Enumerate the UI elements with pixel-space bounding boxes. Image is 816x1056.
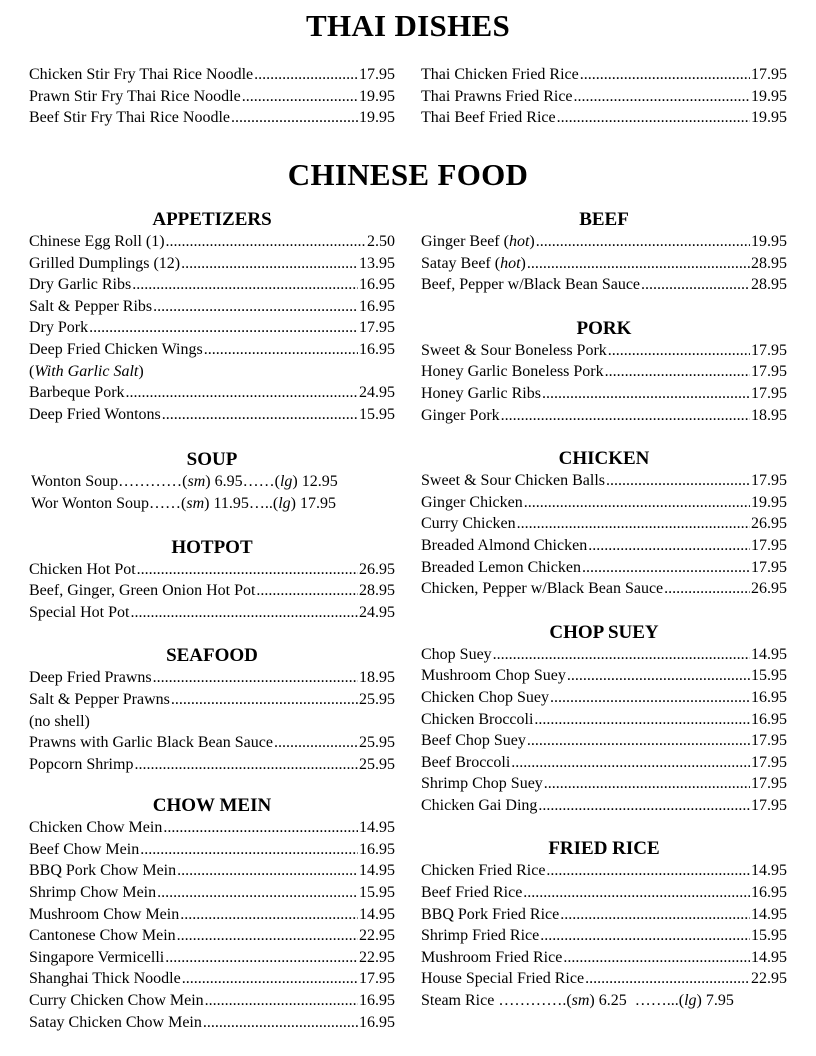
leader-dots (560, 904, 750, 926)
item-price: 14.95 (751, 948, 787, 966)
item-price: 18.95 (359, 669, 395, 687)
leader-dots (254, 64, 358, 86)
item-price: 19.95 (359, 109, 395, 127)
menu-item (29, 667, 395, 689)
leader-dots (157, 882, 358, 904)
item-name: Special Hot Pot (29, 603, 130, 621)
item-price: 19.95 (751, 233, 787, 250)
item-name: Chicken Chow Mein (29, 819, 163, 837)
pork-heading: PORK (576, 317, 632, 339)
menu-item (29, 404, 395, 426)
leader-dots (582, 557, 750, 579)
leader-dots (538, 795, 750, 817)
item-price: 17.95 (751, 363, 787, 381)
leader-dots (536, 231, 750, 253)
leader-dots (134, 754, 358, 776)
item-name: Prawn Stir Fry Thai Rice Noodle (29, 87, 241, 105)
item-name: Beef Chow Mein (29, 840, 140, 858)
item-price: 22.95 (359, 927, 395, 945)
item-name: Ginger Chicken (421, 493, 523, 511)
item-name: Sweet & Sour Chicken Balls (421, 472, 605, 490)
menu-item (29, 860, 395, 882)
leader-dots (171, 689, 358, 711)
seafood-heading: SEAFOOD (166, 645, 258, 667)
leader-dots (89, 317, 358, 339)
item-price: 19.95 (751, 493, 787, 511)
chinese-right-column (421, 209, 787, 1012)
item-price: 15.95 (751, 667, 787, 685)
item-name: Mushroom Chop Suey (421, 667, 566, 685)
item-price: 19.95 (751, 109, 787, 127)
menu-item (29, 689, 395, 711)
leader-dots (162, 404, 358, 426)
menu-item (29, 839, 395, 861)
leader-dots (181, 253, 358, 275)
leader-dots (180, 904, 358, 926)
leader-dots (126, 382, 358, 404)
item-name: Shrimp Chop Suey (421, 775, 543, 793)
menu-item (29, 339, 395, 361)
leader-dots (585, 968, 750, 990)
item-price: 17.95 (751, 732, 787, 750)
item-price: 17.95 (751, 775, 787, 793)
menu-item (421, 513, 787, 535)
item-name: Chinese Egg Roll (1) (29, 233, 165, 250)
item-name: Beef, Ginger, Green Onion Hot Pot (29, 582, 256, 600)
item-price: 22.95 (751, 970, 787, 988)
leader-dots (605, 361, 750, 383)
leader-dots (574, 86, 750, 108)
leader-dots (203, 1012, 358, 1034)
menu-item (421, 340, 787, 362)
leader-dots (534, 709, 750, 731)
menu-item (29, 580, 395, 602)
item-price: 15.95 (359, 884, 395, 902)
item-name: BBQ Pork Fried Rice (421, 905, 560, 923)
menu-item (29, 296, 395, 318)
item-price: 17.95 (359, 66, 395, 83)
item-price: 14.95 (751, 862, 787, 880)
item-name: Thai Beef Fried Rice (421, 109, 556, 127)
menu-item (421, 947, 787, 969)
menu-item (29, 64, 395, 86)
item-price: 18.95 (751, 406, 787, 424)
menu-item (29, 274, 395, 296)
leader-dots (132, 274, 358, 296)
leader-dots (511, 752, 750, 774)
steam-rice-row: Steam Rice ………….(sm) 6.25 ……...(lg) 7.95 (421, 992, 734, 1010)
menu-item (421, 773, 787, 795)
leader-dots (542, 383, 750, 405)
menu-item (421, 274, 787, 296)
chinese-food-title: CHINESE FOOD (287, 157, 529, 192)
menu-item (421, 644, 787, 666)
item-name: Salt & Pepper Prawns (29, 690, 170, 708)
item-name: Dry Pork (29, 319, 89, 337)
menu-item (29, 754, 395, 776)
menu-item (421, 535, 787, 557)
leader-dots (588, 535, 750, 557)
leader-dots (641, 274, 750, 296)
item-price: 28.95 (359, 582, 395, 600)
menu-item (421, 557, 787, 579)
item-note: (no shell) (29, 712, 90, 730)
leader-dots (557, 107, 750, 129)
item-name: Curry Chicken Chow Mein (29, 992, 204, 1010)
item-name: Shanghai Thick Noodle (29, 970, 181, 988)
menu-item (421, 730, 787, 752)
item-name: Chicken Hot Pot (29, 560, 136, 578)
menu-item (29, 817, 395, 839)
leader-dots (493, 644, 750, 666)
item-name: Beef Fried Rice (421, 884, 523, 902)
item-name: Chicken Fried Rice (421, 862, 546, 880)
menu-item (29, 1012, 395, 1034)
menu-item (421, 231, 787, 253)
item-price: 16.95 (359, 276, 395, 294)
menu-item (29, 732, 395, 754)
item-name: Mushroom Fried Rice (421, 948, 563, 966)
leader-dots (517, 513, 750, 535)
item-price: 19.95 (751, 87, 787, 105)
menu-item (29, 882, 395, 904)
thai-left-column (29, 64, 395, 129)
leader-dots (153, 667, 358, 689)
leader-dots (165, 947, 358, 969)
item-name: Chicken Broccoli (421, 710, 534, 728)
menu-item (421, 107, 787, 129)
item-price: 28.95 (751, 254, 787, 272)
menu-item (421, 578, 787, 600)
leader-dots (664, 578, 750, 600)
item-price: 17.95 (751, 753, 787, 771)
menu-item (421, 405, 787, 427)
item-price: 17.95 (751, 558, 787, 576)
item-price: 17.95 (751, 384, 787, 402)
leader-dots (540, 925, 750, 947)
leader-dots (177, 860, 358, 882)
item-name: Curry Chicken (421, 515, 516, 533)
thai-dishes-title: THAI DISHES (305, 8, 510, 43)
item-name: Prawns with Garlic Black Bean Sauce (29, 734, 273, 752)
item-name: Thai Prawns Fried Rice (421, 87, 573, 105)
menu-item (29, 86, 395, 108)
leader-dots (580, 64, 750, 86)
item-price: 19.95 (359, 87, 395, 105)
menu-item (29, 925, 395, 947)
item-price: 14.95 (359, 819, 395, 837)
item-name: Honey Garlic Ribs (421, 384, 541, 402)
item-price: 14.95 (751, 905, 787, 923)
menu-item (29, 107, 395, 129)
item-price: 14.95 (359, 862, 395, 880)
menu-item (29, 990, 395, 1012)
leader-dots (501, 405, 750, 427)
menu-item (421, 383, 787, 405)
item-price: 16.95 (359, 840, 395, 858)
leader-dots (256, 580, 358, 602)
item-price: 14.95 (751, 645, 787, 663)
menu-item (29, 947, 395, 969)
item-name: Dry Garlic Ribs (29, 276, 132, 294)
menu-item (29, 231, 395, 253)
menu-item (421, 470, 787, 492)
leader-dots (274, 732, 358, 754)
soup-heading: SOUP (186, 449, 238, 471)
item-name: Ginger Pork (421, 406, 500, 424)
item-price: 16.95 (751, 884, 787, 902)
item-name: BBQ Pork Chow Mein (29, 862, 177, 880)
item-price: 17.95 (751, 472, 787, 490)
item-name: Chicken Chop Suey (421, 688, 549, 706)
item-name: Deep Fried Chicken Wings (29, 340, 203, 358)
leader-dots (544, 773, 750, 795)
leader-dots (182, 968, 358, 990)
item-price: 16.95 (359, 340, 395, 358)
item-name: Chicken, Pepper w/Black Bean Sauce (421, 580, 664, 598)
fried-rice-heading: FRIED RICE (548, 838, 660, 860)
menu-item (421, 665, 787, 687)
item-price: 25.95 (359, 690, 395, 708)
menu-item (29, 253, 395, 275)
item-name: Breaded Lemon Chicken (421, 558, 581, 576)
leader-dots (606, 470, 750, 492)
leader-dots (550, 687, 750, 709)
menu-item (29, 382, 395, 404)
menu-item (421, 904, 787, 926)
menu-item (421, 860, 787, 882)
item-price: 6.25 (598, 992, 627, 1010)
menu-item (421, 687, 787, 709)
beef-heading: BEEF (579, 209, 629, 230)
item-name: Singapore Vermicelli (29, 948, 165, 966)
item-price: 17.95 (751, 66, 787, 83)
item-price: 26.95 (751, 580, 787, 598)
item-name: Shrimp Chow Mein (29, 884, 157, 902)
item-note: (With Garlic Salt) (29, 362, 144, 380)
item-price: 16.95 (359, 1013, 395, 1031)
chinese-left-column (29, 209, 395, 1033)
leader-dots (546, 860, 750, 882)
item-name: Steam Rice (421, 992, 495, 1010)
item-price: 24.95 (359, 384, 395, 402)
menu-item (421, 795, 787, 817)
menu-item (421, 968, 787, 990)
item-name: Sweet & Sour Boneless Pork (421, 341, 607, 359)
item-price: 14.95 (359, 905, 395, 923)
item-price: 16.95 (359, 297, 395, 315)
leader-dots (177, 925, 358, 947)
leader-dots (130, 602, 358, 624)
item-name: Chop Suey (421, 645, 492, 663)
thai-right-column (421, 64, 787, 129)
hotpot-heading: HOTPOT (171, 536, 253, 558)
leader-dots (524, 492, 750, 514)
item-price: 28.95 (751, 276, 787, 294)
leader-dots (153, 296, 358, 318)
menu-item (421, 752, 787, 774)
menu-item (421, 882, 787, 904)
item-price: 17.95 (359, 970, 395, 988)
item-price: 12.95 (301, 473, 338, 491)
item-name: Wor Wonton Soup (31, 494, 150, 512)
leader-dots (527, 253, 750, 275)
item-price: 17.95 (751, 796, 787, 814)
item-price: 13.95 (359, 254, 395, 272)
item-price: 17.95 (299, 494, 336, 512)
menu-item (421, 253, 787, 275)
item-name: Deep Fried Wontons (29, 405, 161, 423)
item-name: Chicken Stir Fry Thai Rice Noodle (29, 66, 254, 83)
item-price: 17.95 (751, 341, 787, 359)
item-price: 7.95 (705, 992, 734, 1010)
item-name: Beef Broccoli (421, 753, 511, 771)
item-price: 6.95 (214, 473, 243, 491)
item-name: Chicken Gai Ding (421, 796, 538, 814)
leader-dots (563, 947, 750, 969)
item-name: Popcorn Shrimp (29, 755, 134, 773)
menu-item (29, 968, 395, 990)
item-name: Beef Stir Fry Thai Rice Noodle (29, 109, 230, 127)
item-name: Honey Garlic Boneless Pork (421, 363, 604, 381)
item-name: Beef Chop Suey (421, 732, 526, 750)
item-name: Breaded Almond Chicken (421, 536, 588, 554)
item-price: 16.95 (359, 992, 395, 1010)
chow-mein-heading: CHOW MEIN (152, 795, 272, 817)
item-price: 25.95 (359, 755, 395, 773)
item-price: 26.95 (751, 515, 787, 533)
item-price: 11.95 (213, 494, 249, 512)
menu-item (29, 317, 395, 339)
soup-row: Wonton Soup…………(sm) 6.95……(lg) 12.95 (31, 473, 338, 491)
menu-item (29, 559, 395, 581)
item-price: 26.95 (359, 560, 395, 578)
item-price: 17.95 (359, 319, 395, 337)
item-name: Ginger Beef (hot) (421, 233, 535, 250)
menu-item (421, 492, 787, 514)
leader-dots (137, 559, 358, 581)
item-price: 15.95 (751, 927, 787, 945)
menu-item (421, 86, 787, 108)
leader-dots (242, 86, 358, 108)
item-price: 16.95 (751, 688, 787, 706)
leader-dots (163, 817, 358, 839)
menu-item (29, 904, 395, 926)
item-name: Mushroom Chow Mein (29, 905, 180, 923)
leader-dots (166, 231, 366, 253)
item-price: 25.95 (359, 734, 395, 752)
leader-dots (204, 339, 358, 361)
menu-item (421, 709, 787, 731)
leader-dots (231, 107, 358, 129)
leader-dots (567, 665, 750, 687)
item-name: Cantonese Chow Mein (29, 927, 176, 945)
item-name: Satay Chicken Chow Mein (29, 1013, 202, 1031)
leader-dots (523, 882, 750, 904)
item-price: 15.95 (359, 405, 395, 423)
leader-dots (608, 340, 750, 362)
item-name: Barbeque Pork (29, 384, 125, 402)
item-price: 24.95 (359, 603, 395, 621)
item-name: Thai Chicken Fried Rice (421, 66, 579, 83)
item-name: House Special Fried Rice (421, 970, 585, 988)
leader-dots (205, 990, 358, 1012)
item-name: Wonton Soup (31, 473, 119, 491)
item-name: Shrimp Fried Rice (421, 927, 540, 945)
item-name: Satay Beef (hot) (421, 254, 526, 272)
item-price: 22.95 (359, 948, 395, 966)
item-name: Beef, Pepper w/Black Bean Sauce (421, 276, 641, 294)
item-name: Grilled Dumplings (12) (29, 254, 181, 272)
chop-suey-heading: CHOP SUEY (549, 621, 659, 643)
menu-item (421, 361, 787, 383)
item-name: Salt & Pepper Ribs (29, 297, 153, 315)
menu-item (29, 602, 395, 624)
item-price: 2.50 (367, 233, 395, 250)
leader-dots (140, 839, 358, 861)
appetizers-heading: APPETIZERS (152, 209, 272, 230)
chicken-heading: CHICKEN (558, 448, 650, 470)
menu-item (421, 925, 787, 947)
item-price: 17.95 (751, 536, 787, 554)
soup-row: Wor Wonton Soup……(sm) 11.95…..(lg) 17.95 (31, 494, 336, 512)
note-italic: With Garlic Salt (34, 362, 139, 380)
leader-dots (527, 730, 750, 752)
item-name: Deep Fried Prawns (29, 669, 152, 687)
item-price: 16.95 (751, 710, 787, 728)
menu-item (421, 64, 787, 86)
